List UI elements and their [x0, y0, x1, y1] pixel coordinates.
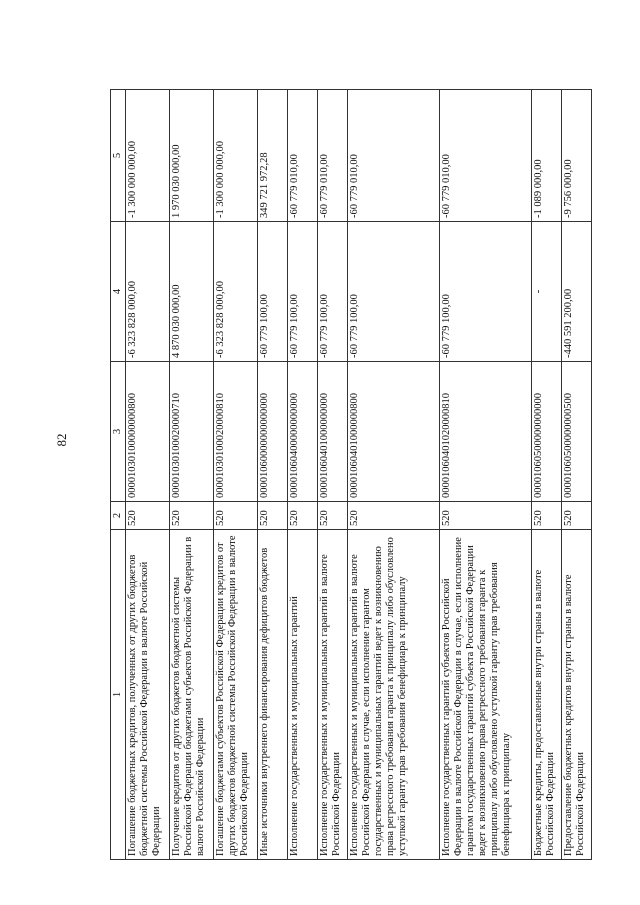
- row-value-col4: -60 779 100,00: [348, 222, 440, 362]
- header-col-3: 3: [111, 362, 126, 502]
- row-admin: 520: [562, 502, 592, 530]
- row-code: 00001030100020000810: [214, 362, 258, 502]
- row-value-col4: -60 779 100,00: [258, 222, 288, 362]
- row-value-col5: -1 089 000,00: [532, 90, 562, 222]
- row-admin: 520: [532, 502, 562, 530]
- row-code: 00001060401020000810: [440, 362, 532, 502]
- table-row: [258, 90, 288, 860]
- row-code: 00001030100020000710: [170, 362, 214, 502]
- header-col-2: 2: [111, 502, 126, 530]
- table-row: [440, 90, 532, 860]
- row-name: Исполнение государственных гарантий субъектов Российской Федерации в валюте Российской Федерации в случае, если исполнение гарантом государственных гарантий субъекта Российской Федерации ведет к возникновению права регрессного требования гаранта к принципалу либо обусловлено уступкой гаранту прав требования бенефициара к принципалу: [440, 530, 532, 860]
- row-name: Исполнение государственных и муниципальных гарантий в валюте Российской Федерации: [318, 530, 348, 860]
- table-row: [214, 90, 258, 860]
- row-name: Бюджетные кредиты, предоставленные внутри страны в валюте Российской Федерации: [532, 530, 562, 860]
- row-code: 00001060401000000000: [318, 362, 348, 502]
- row-value-col5: 1 970 030 000,00: [170, 90, 214, 222]
- page-number: 82: [54, 433, 69, 447]
- row-admin: 520: [126, 502, 170, 530]
- table-row: [318, 90, 348, 860]
- row-name: Погашение бюджетами субъектов Российской Федерации кредитов от других бюджетов бюджетной системы Российской Федерации в валюте Российской Федерации: [214, 530, 258, 860]
- row-value-col5: -9 756 000,00: [562, 90, 592, 222]
- row-admin: 520: [258, 502, 288, 530]
- row-code: 00001060000000000000: [258, 362, 288, 502]
- row-value-col4: -6 323 828 000,00: [214, 222, 258, 362]
- table-row: [170, 90, 214, 860]
- table-row: [532, 90, 562, 860]
- row-name: Иные источники внутреннего финансирования дефицитов бюджетов: [258, 530, 288, 860]
- header-row: [111, 90, 126, 860]
- row-value-col5: -1 300 000 000,00: [214, 90, 258, 222]
- row-value-col4: -60 779 100,00: [318, 222, 348, 362]
- row-name: Предоставление бюджетных кредитов внутри страны в валюте Российской Федерации: [562, 530, 592, 860]
- row-admin: 520: [288, 502, 318, 530]
- row-name: Погашение бюджетных кредитов, полученных от других бюджетов бюджетной системы Российской Федерации в валюте Российской Федерации: [126, 530, 170, 860]
- row-admin: 520: [214, 502, 258, 530]
- row-name: Исполнение государственных и муниципальных гарантий: [288, 530, 318, 860]
- row-code: 00001060400000000000: [288, 362, 318, 502]
- table-row: [348, 90, 440, 860]
- row-value-col5: 349 721 972,28: [258, 90, 288, 222]
- row-name: Исполнение государственных и муниципальных гарантий в валюте Российской Федерации в случае, если исполнение гарантом государственных и муниципальных гарантий ведет к возникновению права регрессного требования гаранта к принципалу либо обусловлено уступкой гаранту прав требования бенефициара к принципалу: [348, 530, 440, 860]
- row-code: 00001060401000000800: [348, 362, 440, 502]
- row-value-col4: 4 870 030 000,00: [170, 222, 214, 362]
- row-value-col5: -60 779 010,00: [318, 90, 348, 222]
- table-row: [562, 90, 592, 860]
- rotated-table-wrapper: [110, 90, 587, 860]
- row-code: 00001060500000000500: [562, 362, 592, 502]
- row-value-col4: -440 591 200,00: [562, 222, 592, 362]
- row-value-col4: -: [532, 222, 562, 362]
- row-admin: 520: [440, 502, 532, 530]
- row-value-col4: -60 779 100,00: [288, 222, 318, 362]
- table-row: [288, 90, 318, 860]
- row-code: 00001030100000000800: [126, 362, 170, 502]
- row-value-col5: -1 300 000 000,00: [126, 90, 170, 222]
- row-name: Получение кредитов от других бюджетов бюджетной системы Российской Федерации бюджетами субъектов Российской Федерации в валюте Российской Федерации: [170, 530, 214, 860]
- table-row: [126, 90, 170, 860]
- header-col-1: 1: [111, 530, 126, 860]
- row-value-col4: -6 323 828 000,00: [126, 222, 170, 362]
- row-admin: 520: [348, 502, 440, 530]
- row-admin: 520: [170, 502, 214, 530]
- header-col-4: 4: [111, 222, 126, 362]
- header-col-5: 5: [111, 90, 126, 222]
- row-code: 00001060500000000000: [532, 362, 562, 502]
- budget-sources-table: [110, 89, 592, 860]
- row-value-col4: -60 779 100,00: [440, 222, 532, 362]
- row-value-col5: -60 779 010,00: [348, 90, 440, 222]
- row-admin: 520: [318, 502, 348, 530]
- row-value-col5: -60 779 010,00: [440, 90, 532, 222]
- row-value-col5: -60 779 010,00: [288, 90, 318, 222]
